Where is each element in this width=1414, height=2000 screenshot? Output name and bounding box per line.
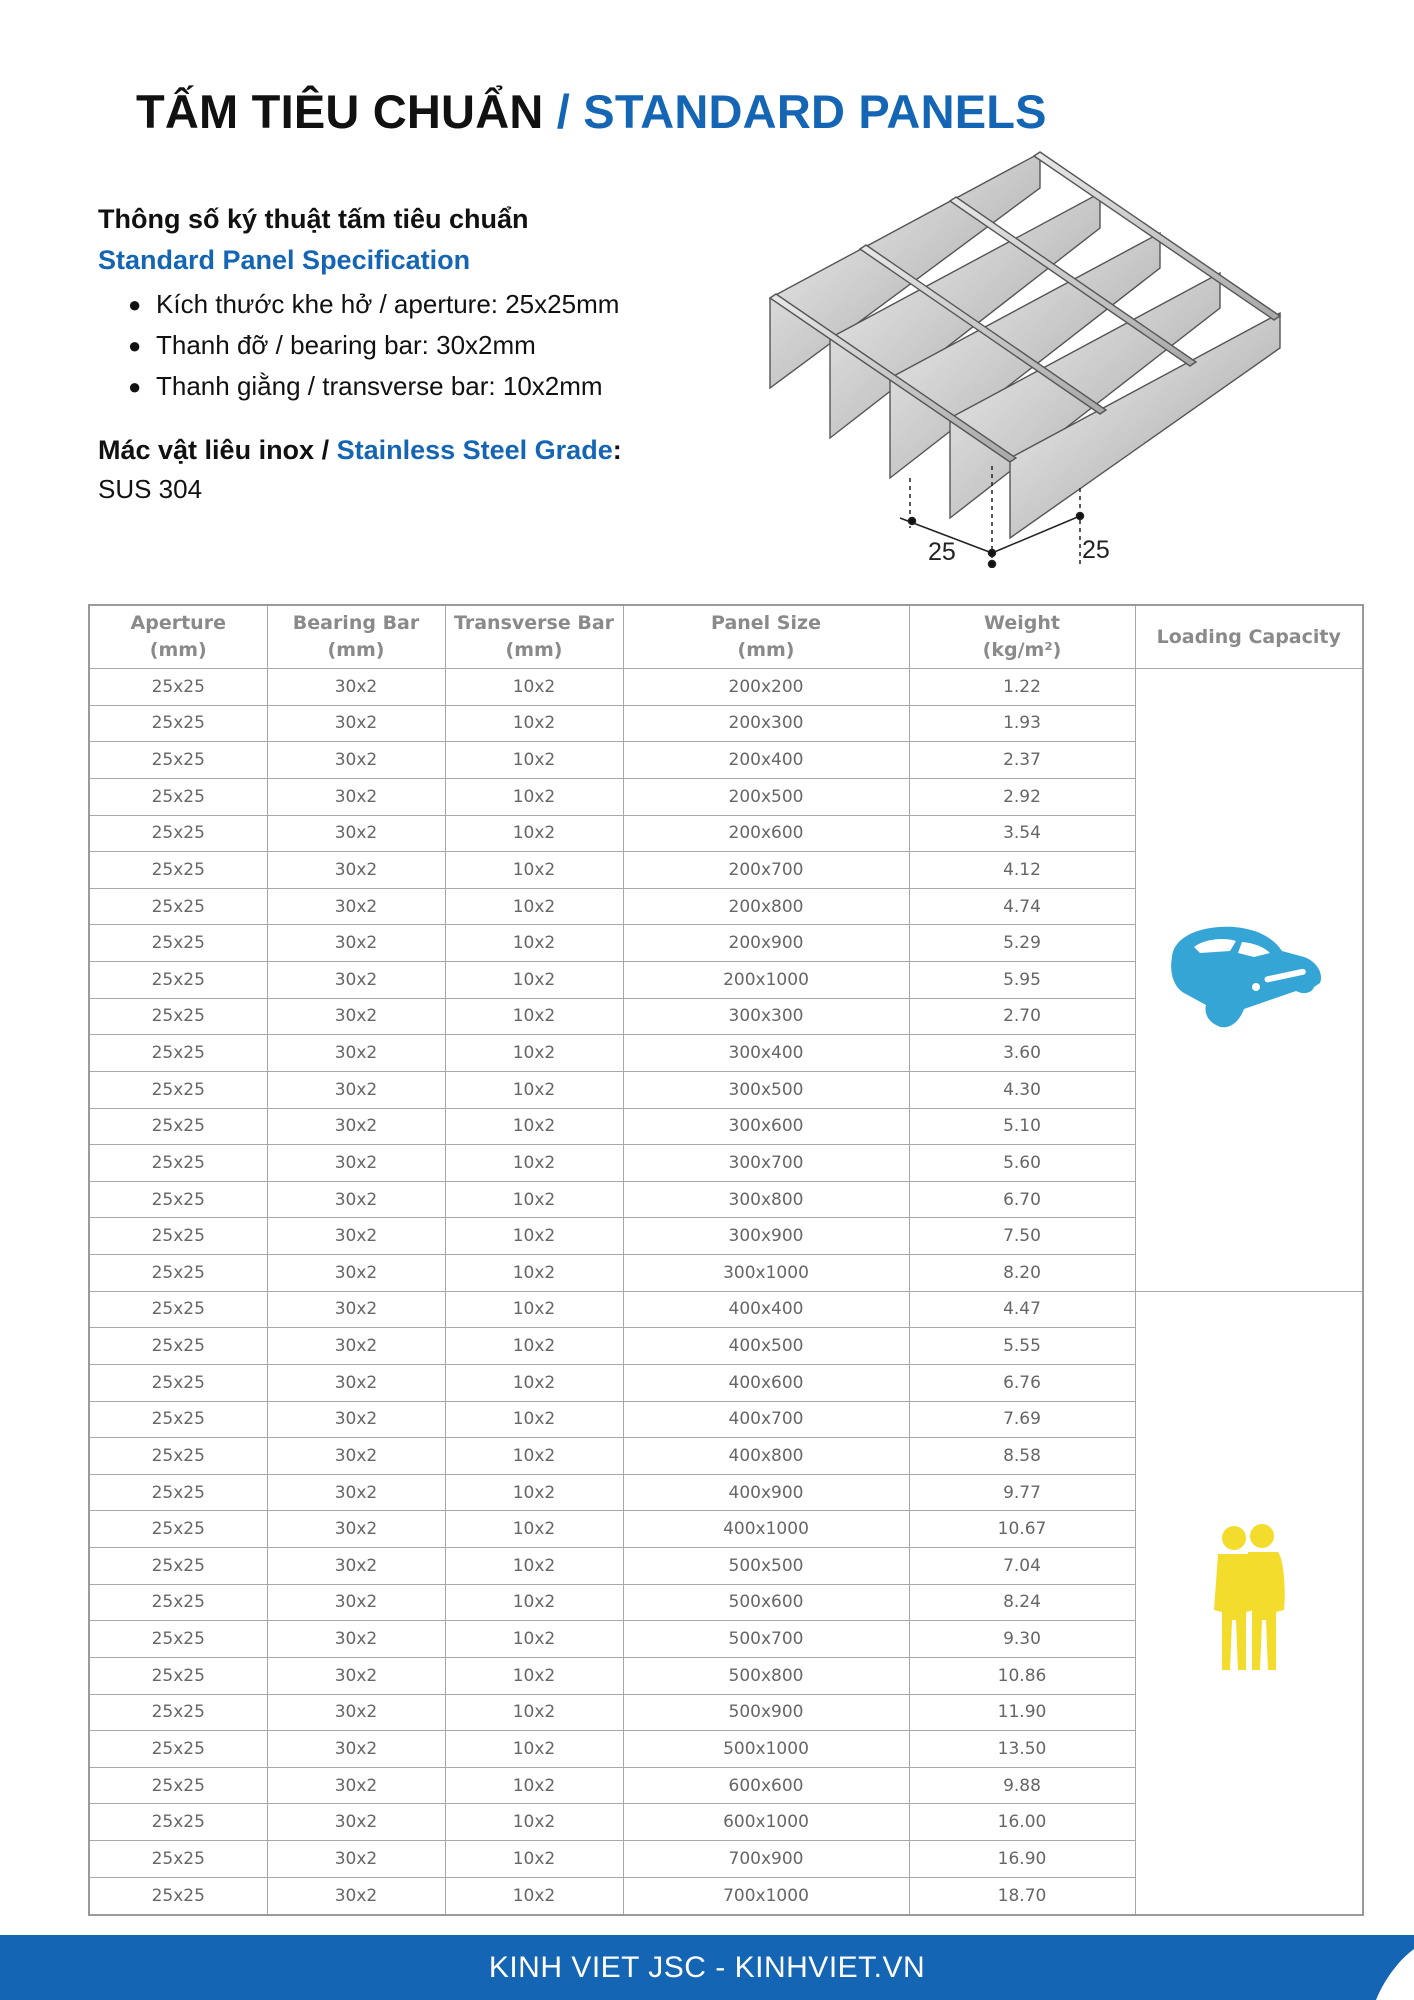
cell-bearing-bar: 30x2 xyxy=(267,1181,445,1218)
cell-aperture: 25x25 xyxy=(89,1877,267,1915)
cell-transverse-bar: 10x2 xyxy=(445,1804,623,1841)
cell-transverse-bar: 10x2 xyxy=(445,1694,623,1731)
cell-transverse-bar: 10x2 xyxy=(445,925,623,962)
cell-aperture: 25x25 xyxy=(89,1328,267,1365)
cell-bearing-bar: 30x2 xyxy=(267,1511,445,1548)
cell-panel-size: 200x800 xyxy=(623,888,909,925)
cell-transverse-bar: 10x2 xyxy=(445,962,623,999)
table-row xyxy=(89,1291,1363,1328)
cell-aperture: 25x25 xyxy=(89,1145,267,1182)
cell-bearing-bar: 30x2 xyxy=(267,1071,445,1108)
cell-weight: 1.22 xyxy=(909,669,1135,706)
cell-panel-size: 200x500 xyxy=(623,778,909,815)
cell-aperture: 25x25 xyxy=(89,1071,267,1108)
cell-panel-size: 500x900 xyxy=(623,1694,909,1731)
cell-aperture: 25x25 xyxy=(89,1621,267,1658)
cell-bearing-bar: 30x2 xyxy=(267,962,445,999)
footer-text: KINH VIET JSC - KINHVIET.VN xyxy=(488,1951,926,1984)
cell-aperture: 25x25 xyxy=(89,1364,267,1401)
table-body xyxy=(89,669,1363,1916)
grade-value: SUS 304 xyxy=(98,474,203,504)
cell-bearing-bar: 30x2 xyxy=(267,1841,445,1878)
cell-panel-size: 600x600 xyxy=(623,1767,909,1804)
header-loading-capacity: Loading Capacity xyxy=(1135,605,1363,669)
cell-weight: 5.10 xyxy=(909,1108,1135,1145)
cell-bearing-bar: 30x2 xyxy=(267,1364,445,1401)
cell-panel-size: 300x800 xyxy=(623,1181,909,1218)
cell-panel-size: 400x700 xyxy=(623,1401,909,1438)
cell-transverse-bar: 10x2 xyxy=(445,1438,623,1475)
cell-aperture: 25x25 xyxy=(89,1438,267,1475)
cell-panel-size: 300x700 xyxy=(623,1145,909,1182)
cell-panel-size: 300x900 xyxy=(623,1218,909,1255)
cell-transverse-bar: 10x2 xyxy=(445,1511,623,1548)
cell-transverse-bar: 10x2 xyxy=(445,705,623,742)
cell-panel-size: 300x300 xyxy=(623,998,909,1035)
cell-weight: 8.58 xyxy=(909,1438,1135,1475)
cell-transverse-bar: 10x2 xyxy=(445,1401,623,1438)
cell-weight: 4.12 xyxy=(909,852,1135,889)
cell-panel-size: 700x1000 xyxy=(623,1877,909,1915)
cell-weight: 5.55 xyxy=(909,1328,1135,1365)
cell-aperture: 25x25 xyxy=(89,1474,267,1511)
cell-weight: 8.24 xyxy=(909,1584,1135,1621)
spec-item-text: Thanh giằng / transverse bar: 10x2mm xyxy=(156,371,603,401)
spec-item-aperture xyxy=(128,284,738,325)
bullet-icon: ● xyxy=(128,374,142,399)
cell-aperture: 25x25 xyxy=(89,1657,267,1694)
dimension-label-left: 25 xyxy=(928,538,956,566)
grade-label xyxy=(98,435,738,466)
cell-weight: 10.67 xyxy=(909,1511,1135,1548)
header-bearing-bar: Bearing Bar (mm) xyxy=(267,605,445,669)
cell-transverse-bar: 10x2 xyxy=(445,1767,623,1804)
header-panel-size: Panel Size (mm) xyxy=(623,605,909,669)
cell-panel-size: 500x700 xyxy=(623,1621,909,1658)
cell-bearing-bar: 30x2 xyxy=(267,778,445,815)
cell-panel-size: 400x1000 xyxy=(623,1511,909,1548)
cell-aperture: 25x25 xyxy=(89,705,267,742)
grating-diagram xyxy=(760,148,1320,568)
cell-aperture: 25x25 xyxy=(89,1035,267,1072)
cell-transverse-bar: 10x2 xyxy=(445,1218,623,1255)
cell-bearing-bar: 30x2 xyxy=(267,1255,445,1292)
cell-transverse-bar: 10x2 xyxy=(445,1328,623,1365)
cell-aperture: 25x25 xyxy=(89,1804,267,1841)
cell-aperture: 25x25 xyxy=(89,1694,267,1731)
cell-aperture: 25x25 xyxy=(89,742,267,779)
cell-weight: 5.95 xyxy=(909,962,1135,999)
cell-bearing-bar: 30x2 xyxy=(267,1218,445,1255)
cell-transverse-bar: 10x2 xyxy=(445,1621,623,1658)
cell-weight: 9.88 xyxy=(909,1767,1135,1804)
cell-weight: 13.50 xyxy=(909,1731,1135,1768)
cell-panel-size: 200x600 xyxy=(623,815,909,852)
cell-weight: 4.47 xyxy=(909,1291,1135,1328)
cell-weight: 4.30 xyxy=(909,1071,1135,1108)
cell-transverse-bar: 10x2 xyxy=(445,1731,623,1768)
cell-weight: 2.37 xyxy=(909,742,1135,779)
cell-panel-size: 300x400 xyxy=(623,1035,909,1072)
cell-panel-size: 200x400 xyxy=(623,742,909,779)
cell-bearing-bar: 30x2 xyxy=(267,815,445,852)
grade-label-en: Stainless Steel Grade xyxy=(336,435,613,465)
table-header-row xyxy=(89,605,1363,669)
cell-weight: 4.74 xyxy=(909,888,1135,925)
cell-bearing-bar: 30x2 xyxy=(267,1548,445,1585)
loading-capacity-car xyxy=(1135,669,1363,1292)
bullet-icon: ● xyxy=(128,333,142,358)
cell-aperture: 25x25 xyxy=(89,1291,267,1328)
grade-colon: : xyxy=(612,435,622,465)
cell-weight: 6.76 xyxy=(909,1364,1135,1401)
cell-transverse-bar: 10x2 xyxy=(445,1255,623,1292)
cell-bearing-bar: 30x2 xyxy=(267,705,445,742)
cell-weight: 16.90 xyxy=(909,1841,1135,1878)
header-transverse-bar: Transverse Bar (mm) xyxy=(445,605,623,669)
cell-transverse-bar: 10x2 xyxy=(445,852,623,889)
cell-aperture: 25x25 xyxy=(89,852,267,889)
cell-bearing-bar: 30x2 xyxy=(267,1438,445,1475)
cell-weight: 7.50 xyxy=(909,1218,1135,1255)
cell-transverse-bar: 10x2 xyxy=(445,815,623,852)
car-icon xyxy=(1164,917,1334,1037)
cell-bearing-bar: 30x2 xyxy=(267,925,445,962)
cell-transverse-bar: 10x2 xyxy=(445,1474,623,1511)
specification-block xyxy=(98,204,738,505)
cell-aperture: 25x25 xyxy=(89,778,267,815)
cell-bearing-bar: 30x2 xyxy=(267,669,445,706)
cell-bearing-bar: 30x2 xyxy=(267,1731,445,1768)
header-weight: Weight (kg/m²) xyxy=(909,605,1135,669)
cell-aperture: 25x25 xyxy=(89,1731,267,1768)
cell-panel-size: 200x300 xyxy=(623,705,909,742)
cell-transverse-bar: 10x2 xyxy=(445,1584,623,1621)
cell-bearing-bar: 30x2 xyxy=(267,1804,445,1841)
spec-item-text: Thanh đỡ / bearing bar: 30x2mm xyxy=(156,330,536,360)
cell-panel-size: 400x800 xyxy=(623,1438,909,1475)
cell-weight: 11.90 xyxy=(909,1694,1135,1731)
cell-weight: 3.54 xyxy=(909,815,1135,852)
cell-bearing-bar: 30x2 xyxy=(267,1328,445,1365)
cell-transverse-bar: 10x2 xyxy=(445,1181,623,1218)
cell-transverse-bar: 10x2 xyxy=(445,742,623,779)
spec-item-text: Kích thước khe hở / aperture: 25x25mm xyxy=(156,289,620,319)
cell-panel-size: 500x500 xyxy=(623,1548,909,1585)
spec-item-bearing-bar xyxy=(128,325,738,366)
cell-bearing-bar: 30x2 xyxy=(267,1584,445,1621)
spec-item-transverse-bar xyxy=(128,366,738,407)
cell-aperture: 25x25 xyxy=(89,1401,267,1438)
cell-panel-size: 300x500 xyxy=(623,1071,909,1108)
title-en: STANDARD PANELS xyxy=(583,85,1047,138)
grade-label-vi: Mác vật liêu inox / xyxy=(98,435,337,465)
cell-aperture: 25x25 xyxy=(89,669,267,706)
cell-aperture: 25x25 xyxy=(89,1767,267,1804)
cell-weight: 9.77 xyxy=(909,1474,1135,1511)
cell-panel-size: 500x800 xyxy=(623,1657,909,1694)
cell-panel-size: 400x900 xyxy=(623,1474,909,1511)
cell-transverse-bar: 10x2 xyxy=(445,1291,623,1328)
cell-bearing-bar: 30x2 xyxy=(267,1035,445,1072)
spec-list xyxy=(98,284,738,407)
cell-bearing-bar: 30x2 xyxy=(267,742,445,779)
cell-transverse-bar: 10x2 xyxy=(445,1364,623,1401)
header-aperture: Aperture (mm) xyxy=(89,605,267,669)
bullet-icon: ● xyxy=(128,292,142,317)
cell-weight: 16.00 xyxy=(909,1804,1135,1841)
cell-aperture: 25x25 xyxy=(89,962,267,999)
cell-transverse-bar: 10x2 xyxy=(445,1657,623,1694)
cell-panel-size: 200x900 xyxy=(623,925,909,962)
cell-aperture: 25x25 xyxy=(89,1511,267,1548)
cell-aperture: 25x25 xyxy=(89,1255,267,1292)
footer-bar xyxy=(0,1935,1414,2000)
cell-panel-size: 500x600 xyxy=(623,1584,909,1621)
cell-bearing-bar: 30x2 xyxy=(267,852,445,889)
cell-aperture: 25x25 xyxy=(89,925,267,962)
cell-weight: 2.70 xyxy=(909,998,1135,1035)
loading-capacity-pedestrian xyxy=(1135,1291,1363,1915)
cell-panel-size: 600x1000 xyxy=(623,1804,909,1841)
cell-weight: 2.92 xyxy=(909,778,1135,815)
cell-panel-size: 200x1000 xyxy=(623,962,909,999)
page-title xyxy=(136,84,1047,139)
cell-aperture: 25x25 xyxy=(89,1181,267,1218)
cell-weight: 10.86 xyxy=(909,1657,1135,1694)
cell-transverse-bar: 10x2 xyxy=(445,1071,623,1108)
cell-panel-size: 200x200 xyxy=(623,669,909,706)
dimension-label-right: 25 xyxy=(1082,536,1110,564)
title-separator: / xyxy=(543,85,584,138)
cell-transverse-bar: 10x2 xyxy=(445,1108,623,1145)
cell-aperture: 25x25 xyxy=(89,815,267,852)
cell-panel-size: 400x500 xyxy=(623,1328,909,1365)
cell-weight: 5.29 xyxy=(909,925,1135,962)
cell-bearing-bar: 30x2 xyxy=(267,1621,445,1658)
cell-bearing-bar: 30x2 xyxy=(267,998,445,1035)
cell-bearing-bar: 30x2 xyxy=(267,1877,445,1915)
cell-transverse-bar: 10x2 xyxy=(445,888,623,925)
cell-panel-size: 200x700 xyxy=(623,852,909,889)
cell-transverse-bar: 10x2 xyxy=(445,998,623,1035)
cell-weight: 7.04 xyxy=(909,1548,1135,1585)
pedestrian-icon xyxy=(1204,1520,1294,1680)
title-vi: TẤM TIÊU CHUẨN xyxy=(136,85,544,138)
cell-weight: 5.60 xyxy=(909,1145,1135,1182)
cell-panel-size: 700x900 xyxy=(623,1841,909,1878)
cell-aperture: 25x25 xyxy=(89,1584,267,1621)
cell-transverse-bar: 10x2 xyxy=(445,1035,623,1072)
cell-bearing-bar: 30x2 xyxy=(267,1657,445,1694)
cell-transverse-bar: 10x2 xyxy=(445,1145,623,1182)
cell-transverse-bar: 10x2 xyxy=(445,778,623,815)
cell-transverse-bar: 10x2 xyxy=(445,1841,623,1878)
cell-panel-size: 500x1000 xyxy=(623,1731,909,1768)
cell-bearing-bar: 30x2 xyxy=(267,1767,445,1804)
cell-transverse-bar: 10x2 xyxy=(445,669,623,706)
cell-aperture: 25x25 xyxy=(89,1108,267,1145)
cell-bearing-bar: 30x2 xyxy=(267,1291,445,1328)
cell-weight: 7.69 xyxy=(909,1401,1135,1438)
cell-bearing-bar: 30x2 xyxy=(267,1694,445,1731)
cell-weight: 9.30 xyxy=(909,1621,1135,1658)
cell-bearing-bar: 30x2 xyxy=(267,1401,445,1438)
cell-panel-size: 300x1000 xyxy=(623,1255,909,1292)
cell-aperture: 25x25 xyxy=(89,998,267,1035)
spec-heading-vi: Thông số ký thuật tấm tiêu chuẩn xyxy=(98,204,529,234)
spec-heading-en: Standard Panel Specification xyxy=(98,245,471,275)
table-row xyxy=(89,669,1363,706)
cell-transverse-bar: 10x2 xyxy=(445,1548,623,1585)
cell-weight: 18.70 xyxy=(909,1877,1135,1915)
cell-bearing-bar: 30x2 xyxy=(267,1108,445,1145)
cell-weight: 8.20 xyxy=(909,1255,1135,1292)
cell-weight: 6.70 xyxy=(909,1181,1135,1218)
cell-aperture: 25x25 xyxy=(89,1841,267,1878)
cell-aperture: 25x25 xyxy=(89,888,267,925)
cell-aperture: 25x25 xyxy=(89,1218,267,1255)
cell-bearing-bar: 30x2 xyxy=(267,1474,445,1511)
cell-bearing-bar: 30x2 xyxy=(267,1145,445,1182)
cell-panel-size: 300x600 xyxy=(623,1108,909,1145)
cell-panel-size: 400x600 xyxy=(623,1364,909,1401)
cell-weight: 3.60 xyxy=(909,1035,1135,1072)
panel-spec-table xyxy=(88,604,1364,1916)
cell-weight: 1.93 xyxy=(909,705,1135,742)
cell-aperture: 25x25 xyxy=(89,1548,267,1585)
cell-bearing-bar: 30x2 xyxy=(267,888,445,925)
cell-transverse-bar: 10x2 xyxy=(445,1877,623,1915)
cell-panel-size: 400x400 xyxy=(623,1291,909,1328)
